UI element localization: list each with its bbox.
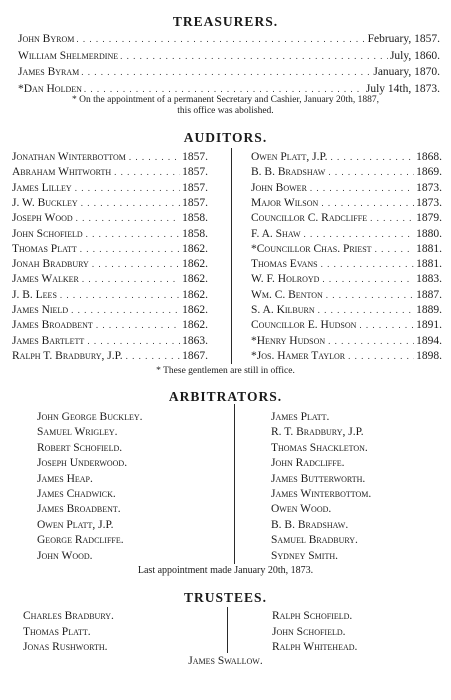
auditor-year: 1891.: [416, 319, 442, 332]
auditor-row: [12, 335, 208, 348]
dot-leader: [129, 151, 180, 164]
auditor-name-cell: [12, 258, 182, 271]
auditor-name-cell: [251, 289, 416, 302]
auditor-row: [251, 243, 442, 256]
auditor-name-cell: [12, 289, 182, 302]
auditor-name-cell: [251, 243, 416, 256]
arbitrators-column-divider: [234, 404, 235, 564]
dot-leader: [348, 350, 414, 363]
auditor-row: [12, 243, 208, 256]
dot-leader: [359, 319, 414, 332]
arbitrator-name: John George Buckley.: [37, 411, 143, 423]
auditor-row: [251, 258, 442, 271]
treasurer-name: John Byrom: [18, 33, 75, 45]
auditor-row: [251, 212, 442, 225]
auditor-row: [251, 151, 442, 164]
dot-leader: [81, 197, 180, 210]
arbitrators-note: Last appointment made January 20th, 1873.: [137, 565, 314, 576]
auditor-row: [251, 289, 442, 302]
treasurer-date: February, 1857.: [367, 33, 440, 45]
auditor-name: Thomas Platt: [12, 242, 77, 255]
auditor-name-cell: [251, 212, 416, 225]
auditor-name-cell: [12, 243, 182, 256]
dot-leader: [81, 66, 371, 79]
arbitrator-name: Samuel Wrigley.: [37, 426, 118, 439]
auditor-name: J. B. Lees: [12, 288, 57, 301]
arbitrator-name: James Winterbottom.: [271, 488, 372, 500]
treasurer-date: July 14th, 1873.: [365, 83, 440, 96]
dot-leader: [86, 228, 180, 241]
treasurers-title: TREASURERS.: [172, 14, 279, 29]
arbitrator-name: George Radcliffe.: [37, 534, 124, 547]
dot-leader: [75, 182, 180, 195]
treasurer-row: [18, 33, 440, 46]
arbitrator-name: James Broadbent.: [37, 503, 121, 516]
auditor-year: 1887.: [416, 288, 442, 301]
auditor-name: James Walker: [12, 273, 79, 286]
dot-leader: [120, 50, 388, 63]
auditor-row: [12, 228, 208, 241]
auditor-name-cell: [251, 258, 416, 271]
auditor-year: 1894.: [416, 334, 442, 347]
auditor-name: J. W. Buckley: [12, 196, 78, 209]
auditor-name: James Broadbent: [12, 319, 93, 332]
auditor-name: F. A. Shaw: [251, 227, 301, 240]
auditor-row: [12, 289, 208, 302]
trustee-name: Jonas Rushworth.: [23, 641, 108, 653]
auditor-row: [251, 182, 442, 195]
auditor-year: 1869.: [416, 166, 442, 179]
auditor-name: Thomas Evans: [251, 258, 318, 271]
auditor-name: *Jos. Hamer Taylor: [251, 349, 346, 362]
arbitrator-name: Robert Schofield.: [37, 441, 123, 454]
treasurer-name: William Shelmerdine: [18, 49, 119, 62]
auditor-year: 1889.: [416, 304, 442, 316]
dot-leader: [328, 335, 414, 348]
auditor-name-cell: [12, 197, 182, 210]
auditor-year: 1873.: [416, 181, 442, 194]
auditor-row: [12, 182, 208, 195]
auditor-row: [12, 212, 208, 225]
auditor-name: John Bower: [251, 181, 307, 194]
trustees-title: TRUSTEES.: [184, 590, 267, 605]
dot-leader: [114, 166, 180, 179]
auditor-year: 1858.: [182, 212, 208, 225]
dot-leader: [80, 243, 180, 256]
dot-leader: [370, 212, 414, 225]
auditor-name-cell: [251, 273, 416, 286]
treasurer-date: July, 1860.: [389, 49, 440, 62]
arbitrator-name: Joseph Underwood.: [37, 457, 128, 470]
treasurers-note-line1: * On the appointment of a permanent Secretary and Cashier, January 20th, 1887,: [72, 95, 379, 105]
auditor-name: John Schofield: [12, 227, 83, 240]
arbitrator-name: James Chadwick.: [37, 488, 116, 500]
auditor-name: *Henry Hudson: [251, 334, 326, 347]
auditor-name: Councillor E. Hudson: [251, 319, 357, 332]
auditor-name-cell: [251, 304, 416, 317]
auditor-name-cell: [12, 319, 182, 332]
arbitrator-name: Samuel Bradbury.: [271, 534, 358, 547]
auditor-name-cell: [12, 304, 182, 317]
auditor-row: [12, 350, 208, 363]
dot-leader: [76, 212, 180, 225]
auditor-row: [251, 166, 442, 179]
dot-leader: [330, 151, 414, 164]
auditor-name: James Lilley: [12, 181, 72, 194]
auditor-row: [12, 304, 208, 317]
auditor-row: [251, 273, 442, 286]
auditor-name-cell: [12, 228, 182, 241]
auditor-year: 1862.: [182, 258, 208, 271]
auditor-row: [12, 258, 208, 271]
arbitrator-name: John Radcliffe.: [271, 457, 345, 470]
treasurer-row: [18, 66, 440, 79]
auditor-name-cell: [251, 319, 416, 332]
auditor-year: 1862.: [182, 242, 208, 255]
arbitrator-name: James Platt.: [271, 411, 330, 423]
dot-leader: [71, 304, 180, 317]
dot-leader: [322, 273, 414, 286]
arbitrator-name: Owen Platt, J.P.: [37, 518, 114, 531]
auditor-name-cell: [12, 151, 182, 164]
auditor-row: [251, 350, 442, 363]
treasurers-note-line2: this office was abolished.: [177, 106, 274, 116]
auditors-column-divider: [231, 148, 232, 364]
dot-leader: [328, 166, 414, 179]
dot-leader: [321, 197, 414, 210]
auditor-name: W. F. Holroyd: [251, 273, 320, 286]
dot-leader: [60, 289, 180, 302]
auditor-name-cell: [251, 151, 416, 164]
auditor-year: 1862.: [182, 288, 208, 301]
auditor-name: Jonathan Winterbottom: [12, 151, 126, 163]
arbitrator-name: Owen Wood.: [271, 503, 332, 516]
dot-leader: [92, 258, 180, 271]
auditor-year: 1863.: [182, 334, 208, 347]
arbitrator-name: John Wood.: [37, 549, 93, 562]
dot-leader: [326, 289, 414, 302]
auditor-row: [12, 273, 208, 286]
auditor-row: [251, 319, 442, 332]
auditor-year: 1857.: [182, 166, 208, 179]
dot-leader: [76, 33, 365, 46]
dot-leader: [318, 304, 414, 317]
auditor-year: 1857.: [182, 196, 208, 209]
auditor-name: Ralph T. Bradbury, J.P.: [12, 349, 123, 362]
auditor-name-cell: [251, 228, 416, 241]
auditor-name: James Bartlett: [12, 334, 85, 347]
auditor-year: 1898.: [416, 349, 442, 362]
auditor-name-cell: [251, 197, 416, 210]
trustee-name: Thomas Platt.: [23, 625, 91, 638]
auditor-name: *Councillor Chas. Priest: [251, 242, 372, 255]
auditor-year: 1880.: [416, 227, 442, 240]
trustee-center: James Swallow.: [188, 655, 263, 667]
auditor-name: Councillor C. Radcliffe: [251, 212, 368, 225]
auditor-row: [251, 197, 442, 210]
auditor-name-cell: [251, 335, 416, 348]
auditor-year: 1881.: [416, 242, 442, 255]
arbitrator-name: James Butterworth.: [271, 472, 366, 485]
auditor-row: [12, 319, 208, 332]
auditor-year: 1873.: [416, 196, 442, 209]
auditor-year: 1862.: [182, 319, 208, 332]
dot-leader: [375, 243, 415, 256]
auditor-name: James Nield: [12, 304, 69, 316]
auditor-name-cell: [251, 166, 416, 179]
auditor-name: Joseph Wood: [12, 212, 73, 225]
auditor-name: Owen Platt, J.P.: [251, 151, 328, 163]
treasurer-name: James Byram: [18, 66, 80, 79]
auditors-note: * These gentlemen are still in office.: [156, 366, 295, 376]
auditor-name: Major Wilson: [251, 196, 319, 209]
auditor-row: [251, 335, 442, 348]
auditor-year: 1868.: [416, 151, 442, 163]
auditor-name-cell: [12, 182, 182, 195]
auditor-name-cell: [12, 350, 182, 363]
auditor-row: [12, 151, 208, 164]
dot-leader: [321, 258, 415, 271]
treasurer-name: *Dan Holden: [18, 83, 82, 96]
auditor-name: Abraham Whitworth: [12, 166, 112, 179]
dot-leader: [126, 350, 181, 363]
auditor-year: 1883.: [416, 273, 442, 286]
auditor-year: 1857.: [182, 181, 208, 194]
arbitrator-name: R. T. Bradbury, J.P.: [271, 426, 364, 439]
arbitrator-name: Sydney Smith.: [271, 549, 338, 562]
treasurer-date: January, 1870.: [373, 66, 440, 79]
trustee-name: Charles Bradbury.: [23, 610, 114, 622]
auditor-name: B. B. Bradshaw: [251, 166, 326, 179]
treasurer-row: [18, 50, 440, 63]
auditor-year: 1857.: [182, 151, 208, 163]
trustees-column-divider: [227, 607, 228, 653]
arbitrator-name: B. B. Bradshaw.: [271, 518, 349, 531]
auditors-title: AUDITORS.: [183, 130, 268, 145]
arbitrator-name: Thomas Shackleton.: [271, 441, 368, 454]
dot-leader: [82, 273, 180, 286]
auditor-name: Wm. C. Benton: [251, 288, 323, 301]
auditor-row: [251, 228, 442, 241]
dot-leader: [304, 228, 415, 241]
dot-leader: [310, 182, 414, 195]
trustee-name: Ralph Whitehead.: [272, 641, 358, 653]
auditor-name-cell: [12, 166, 182, 179]
arbitrators-title: ARBITRATORS.: [168, 389, 283, 404]
auditor-name-cell: [251, 350, 416, 363]
auditor-year: 1862.: [182, 304, 208, 316]
auditor-year: 1879.: [416, 212, 442, 225]
auditor-year: 1858.: [182, 227, 208, 240]
auditor-row: [12, 197, 208, 210]
auditor-name: Jonah Bradbury: [12, 258, 89, 271]
auditor-name-cell: [12, 212, 182, 225]
auditor-name-cell: [251, 182, 416, 195]
auditor-row: [12, 166, 208, 179]
auditor-row: [251, 304, 442, 317]
auditor-name-cell: [12, 335, 182, 348]
auditor-year: 1862.: [182, 273, 208, 286]
trustee-name: Ralph Schofield.: [272, 610, 353, 622]
arbitrator-name: James Heap.: [37, 472, 93, 485]
auditor-year: 1867.: [182, 349, 208, 362]
auditor-name-cell: [12, 273, 182, 286]
auditor-name: S. A. Kilburn: [251, 304, 315, 316]
trustee-name: John Schofield.: [272, 625, 346, 638]
dot-leader: [96, 319, 180, 332]
auditor-year: 1881.: [416, 258, 442, 271]
dot-leader: [87, 335, 180, 348]
